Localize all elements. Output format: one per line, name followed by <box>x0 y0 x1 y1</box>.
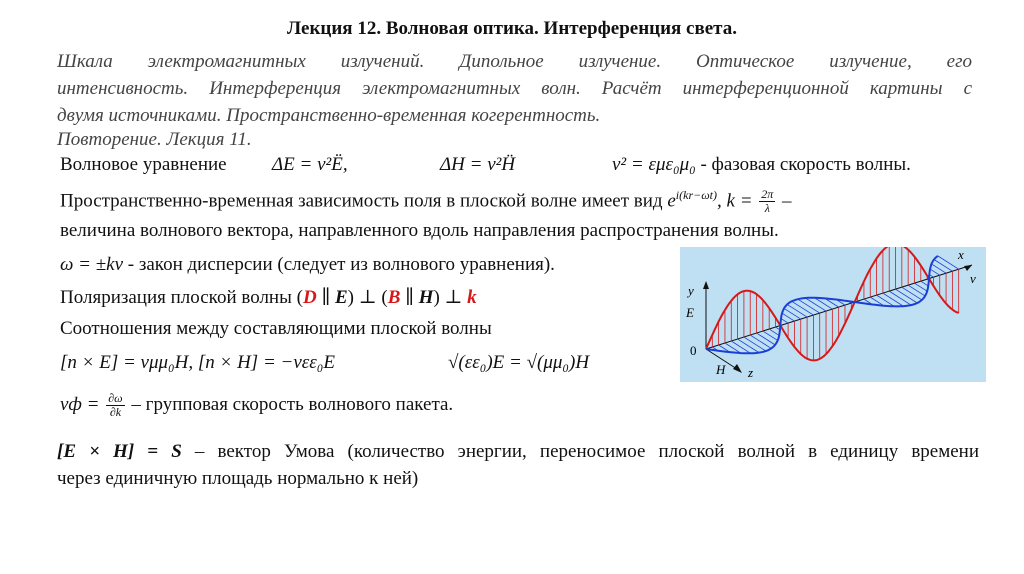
h-hatch-line <box>757 333 776 345</box>
label-h: H <box>716 362 726 377</box>
wave-eq-label: Волновое уравнение <box>60 154 227 175</box>
relations-label: Соотношения между составляющими плоской волны <box>60 318 492 339</box>
h-hatch-line <box>902 287 922 300</box>
h-hatch-line <box>889 291 911 305</box>
h-hatch-line <box>769 329 779 335</box>
exp-base: e <box>667 190 676 212</box>
topic-line-3: двумя источниками. Пространственно-временная когерентность. <box>57 105 601 126</box>
z-axis-arrow <box>733 364 742 373</box>
exp-power: i(kr−ωt) <box>675 188 718 202</box>
h-hatch-line <box>896 289 918 303</box>
pol-e: E <box>334 287 348 308</box>
pol-b: B <box>387 287 401 308</box>
dispersion-line <box>60 254 555 276</box>
h-hatch-line <box>744 337 766 351</box>
phase-velocity <box>612 154 911 176</box>
label-zero: 0 <box>690 343 697 358</box>
relations-formula-2: √(εε₀)E = √(μμ₀)H <box>448 352 590 373</box>
h-hatch-line <box>781 319 788 324</box>
h-wave-curve <box>706 256 938 353</box>
em-wave-figure <box>680 247 986 382</box>
h-hatch-line <box>883 293 903 306</box>
pol-d: D <box>302 287 317 308</box>
plane-wave-line-1 <box>60 188 792 215</box>
h-hatch-line <box>938 256 959 269</box>
topic-line-1: Шкала электромагнитных излучений. Дипольное излучение. Оптическое излучение, его <box>57 51 972 72</box>
dispersion-text: - закон дисперсии (следует из волнового уравнения). <box>127 254 555 275</box>
repeat-note: Повторение. Лекция 11. <box>57 129 252 150</box>
phase-text: - фазовая скорость волны. <box>700 154 911 175</box>
axis-x-label: x <box>958 247 964 262</box>
phase-formula: v² = εμε₀μ₀ <box>612 154 696 175</box>
k-den: λ <box>764 201 770 216</box>
axis-v-label: v <box>970 271 976 286</box>
lecture-topics <box>57 48 972 129</box>
group-fraction <box>106 392 124 419</box>
h-hatch-line <box>750 335 771 348</box>
umov-line-2: через единичную площадь нормально к ней) <box>57 468 419 489</box>
group-lhs: vф = <box>60 393 100 415</box>
h-hatch-line <box>784 308 801 319</box>
polarization-line: Поляризация плоской волны (D ∥ E) ⊥ (B ∥ H) ⊥ k <box>60 287 477 308</box>
h-hatch-line <box>792 301 814 315</box>
wave-eq-h: ΔH = v²Ḧ <box>440 154 516 175</box>
y-axis-arrow <box>703 281 709 289</box>
h-hatch-line <box>787 304 807 317</box>
group-den: ∂k <box>109 405 122 419</box>
plane-wave-line-2: величина волнового вектора, направленного вдоль направления распространения волны. <box>60 220 779 241</box>
h-hatch-line <box>782 313 794 321</box>
relations-formula-1: [n × E] = νμμ₀H, [n × H] = −νεε₀E <box>60 352 335 373</box>
k-num: 2π <box>761 187 774 202</box>
plane-wave-text: Пространственно-временная зависимость поля в плоской волне имеет вид <box>60 190 663 212</box>
group-num: ∂ω <box>108 391 123 405</box>
h-hatch-line <box>763 331 778 340</box>
h-hatch-line <box>934 259 952 271</box>
k-dash: – <box>782 190 792 212</box>
h-hatch-line <box>930 269 940 275</box>
umov-text-1: – вектор Умова (количество энергии, переносимое плоской волной в единицу времени <box>194 441 980 462</box>
pol-h: H <box>418 287 434 308</box>
label-z: z <box>748 365 754 380</box>
umov-line-1 <box>57 441 979 463</box>
h-hatch-line <box>738 339 759 353</box>
pol-k: k <box>467 287 477 308</box>
h-hatch-line <box>908 285 925 296</box>
group-velocity-line <box>60 392 453 419</box>
k-fraction <box>759 188 775 215</box>
group-text: – групповая скорость волнового пакета. <box>131 393 454 415</box>
h-hatch-line <box>921 281 928 286</box>
h-hatch-line <box>731 341 750 353</box>
wave-eq-e: ΔE = v²Ë, <box>272 154 348 175</box>
polarization-label: Поляризация плоской волны <box>60 287 292 308</box>
axis-y-label: y <box>688 283 694 298</box>
topic-line-2: интенсивность. Интерференция электромагнитных волн. Расчёт интерференционной картины с <box>57 78 972 99</box>
page-title: Лекция 12. Волновая оптика. Интерференция света. <box>286 18 738 39</box>
h-hatch-line <box>805 298 826 311</box>
label-e: E <box>686 305 694 320</box>
umov-formula: [E × H] = S <box>57 441 182 462</box>
dispersion-formula: ω = ±kv <box>60 254 124 275</box>
h-hatch-line <box>798 299 820 313</box>
em-wave-svg <box>680 247 986 382</box>
k-eq: , k = <box>717 190 753 212</box>
